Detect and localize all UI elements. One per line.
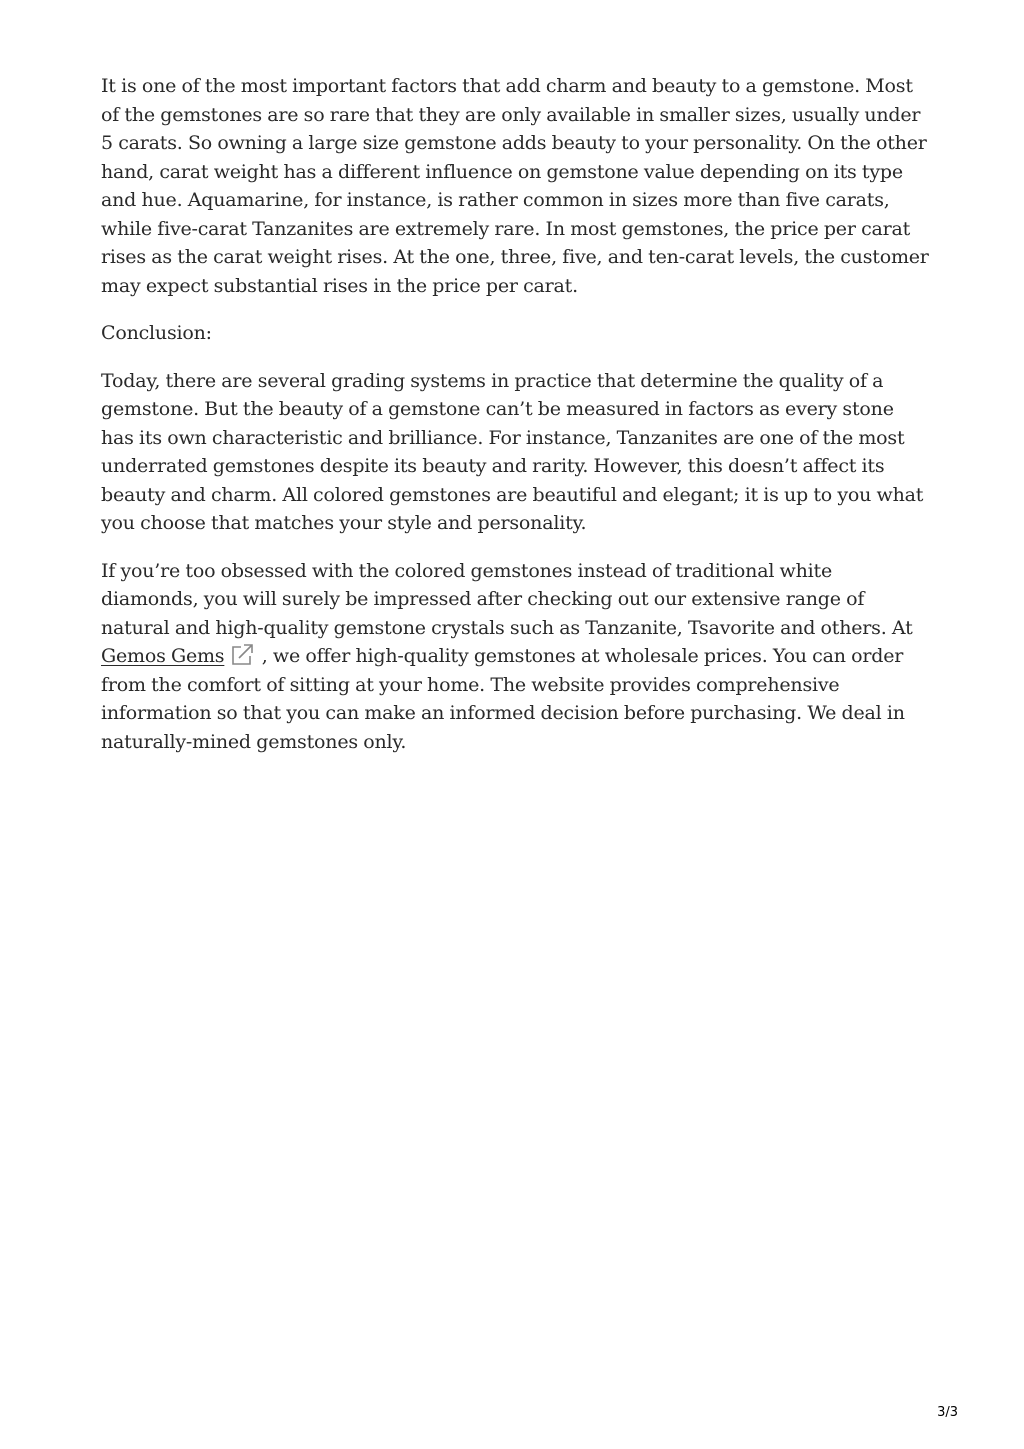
paragraph-carat-weight: It is one of the most important factors that add charm and beauty to a gemstone. Most of the gemstones are so rare that they are only available in smaller sizes, usually under 5 carats. So owning a large size gemstone adds beauty to your personality. On the other hand, carat weight has a different influence on gemstone value depending on its type and hue. Aquamarine, for instance, is rather common in sizes more than five carats, while five-carat Tanzanites are extremely rare. In most gemstones, the price per carat rises as the carat weight rises. At the one, three, five, and ten-carat levels, the customer may expect substantial rises in the price per carat.: [101, 75, 929, 297]
article-body: [101, 72, 931, 775]
paragraph-gemos-gems: [101, 557, 931, 757]
paragraph-grading-systems: Today, there are several grading systems in practice that determine the quality of a gemstone. But the beauty of a gemstone can’t be measured in factors as every stone has its own characteristic and brilliance. For instance, Tanzanites are one of the most underrated gemstones despite its beauty and rarity. However, this doesn’t affect its beauty and charm. All colored gemstones are beautiful and elegant; it is up to you what you choose that matches your style and personality.: [101, 369, 924, 534]
page-number: 3/3: [937, 1405, 958, 1420]
conclusion-heading: Conclusion:: [101, 322, 212, 344]
external-link-icon[interactable]: [230, 644, 256, 666]
paragraph-text-before-link: If you’re too obsessed with the colored gemstones instead of traditional white diamonds, you will surely be impressed after checking out our extensive range of natural and high-quality gemstone crystals such as Tanzanite, Tsavorite and others. At: [101, 559, 913, 639]
paragraph-text-after-link: , we offer high-quality gemstones at wholesale prices. You can order from the comfort of sitting at your home. The website provides comprehensive information so that you can make an informed decision before purchasing. We deal in naturally-mined gemstones only.: [101, 645, 905, 753]
gemos-gems-link[interactable]: Gemos Gems: [101, 645, 225, 667]
